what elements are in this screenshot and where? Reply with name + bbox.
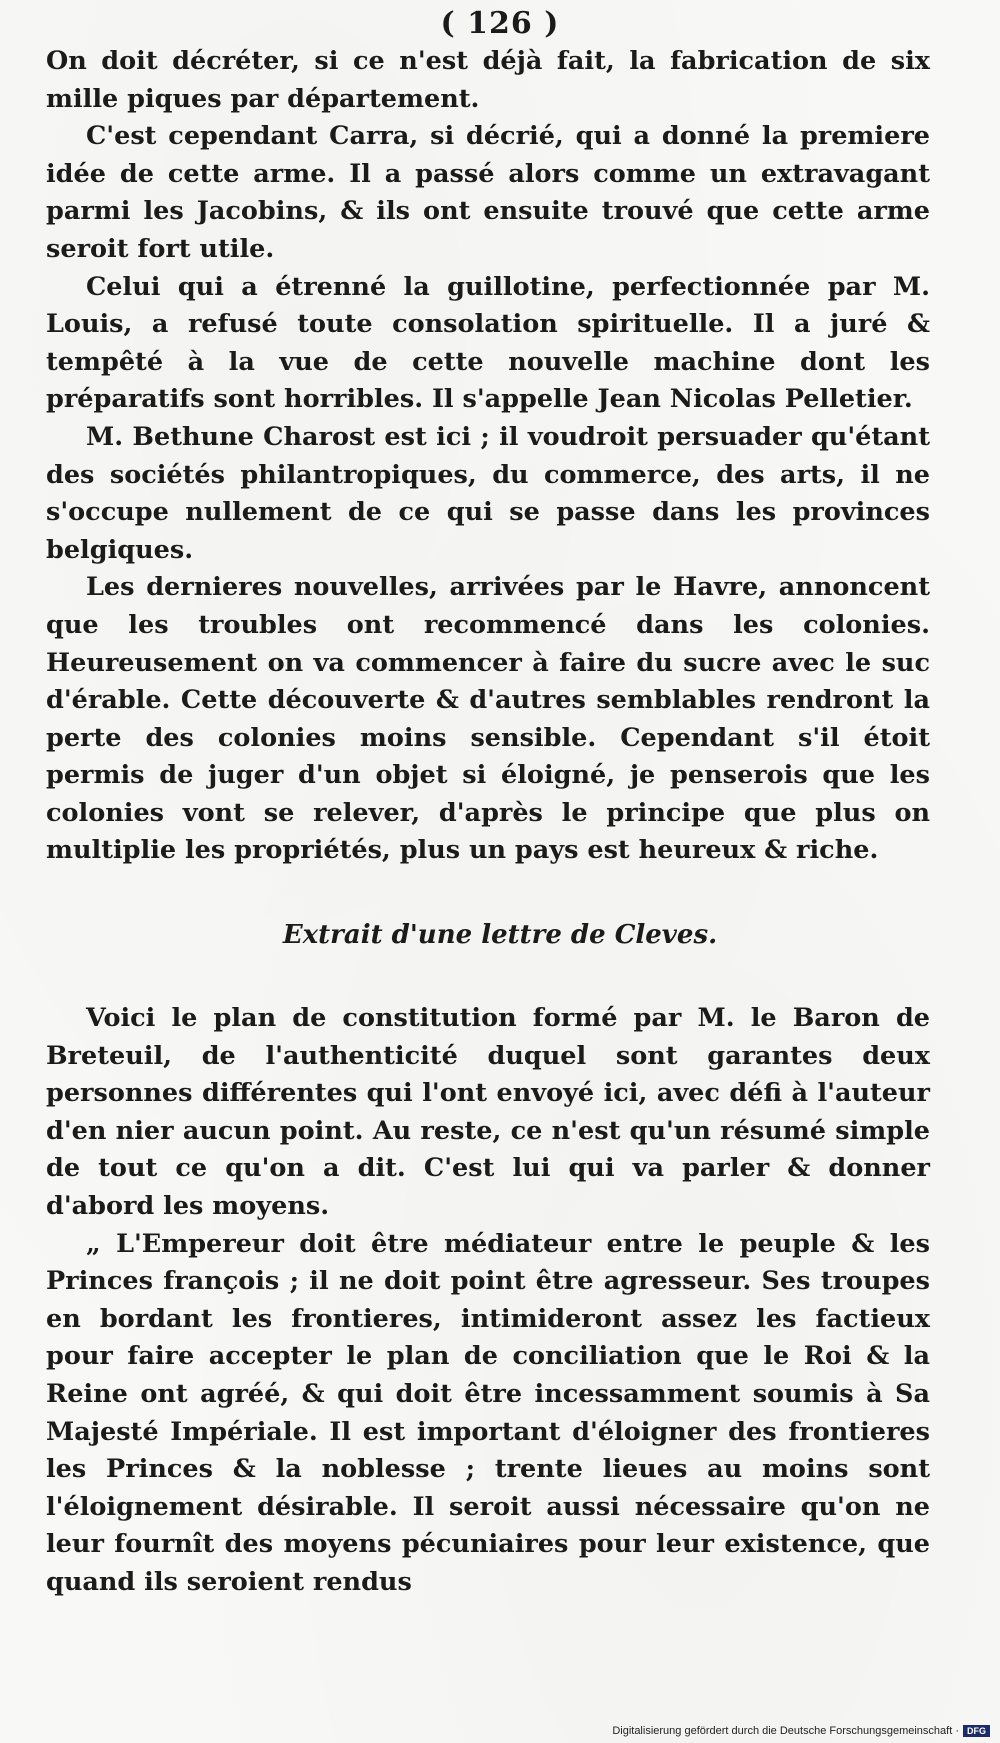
paragraph: „ L'Empereur doit être médiateur entre le peuple & les Princes françois ; il ne doit point être agresseur. Ses troupes en bordant les frontieres, intimideront assez les factieux pour faire accepter le plan de conciliation que le Roi & la Reine ont agréé, & qui doit être incessamment soumis à Sa Majesté Impériale. Il est important d'éloigner des frontieres les Princes & la noblesse ; trente lieues au moins sont l'éloignement désirable. Il seroit aussi nécessaire qu'on ne leur fournît des moyens pécuniaires pour leur existence, que quand ils seroient rendus: [46, 1228, 930, 1597]
paragraph: M. Bethune Charost est ici ; il voudroit persuader qu'étant des sociétés philantropiques, du commerce, des arts, il ne s'occupe nullement de ce qui se passe dans les provinces belgiques.: [46, 421, 930, 565]
text-block-bottom: [46, 1000, 930, 1602]
paragraph: Les dernieres nouvelles, arrivées par le Havre, annoncent que les troubles ont recommencé dans les colonies. Heureusement on va commencer à faire du sucre avec le suc d'érable. Cette découverte & d'autres semblables rendront la perte des colonies moins sensible. Cependant s'il étoit permis de juger d'un objet si éloigné, je penserois que les colonies vont se relever, d'après le principe que plus on multiplie les propriétés, plus un pays est heureux & riche.: [46, 572, 930, 866]
digitization-credit: [0, 1725, 990, 1737]
paragraph: Voici le plan de constitution formé par M. le Baron de Breteuil, de l'authenticité duquel sont garantes deux personnes différentes qui l'ont envoyé ici, avec défi à l'auteur d'en nier aucun point. Au reste, ce n'est qu'un résumé simple de tout ce qu'on a dit. C'est lui qui va parler & donner d'abord les moyens.: [46, 1003, 930, 1221]
page-number: ( 126 ): [440, 6, 560, 41]
credit-text: Digitalisierung gefördert durch die Deutsche Forschungsgemeinschaft ·: [612, 1724, 959, 1737]
paragraph: C'est cependant Carra, si décrié, qui a donné la premiere idée de cette arme. Il a passé alors comme un extravagant parmi les Jacobins, & ils ont ensuite trouvé que cette arme seroit fort utile.: [46, 121, 930, 264]
paragraph: Celui qui a étrenné la guillotine, perfectionnée par M. Louis, a refusé toute consolation spirituelle. Il a juré & tempêté à la vue de cette nouvelle machine dont les préparatifs sont horribles. Il s'appelle Jean Nicolas Pelletier.: [46, 271, 930, 415]
paragraph: On doit décréter, si ce n'est déjà fait, la fabrication de six mille piques par département.: [46, 46, 930, 114]
text-block-top: [46, 43, 930, 870]
dfg-logo: DFG: [963, 1725, 990, 1737]
section-heading: Extrait d'une lettre de Cleves.: [282, 920, 718, 950]
